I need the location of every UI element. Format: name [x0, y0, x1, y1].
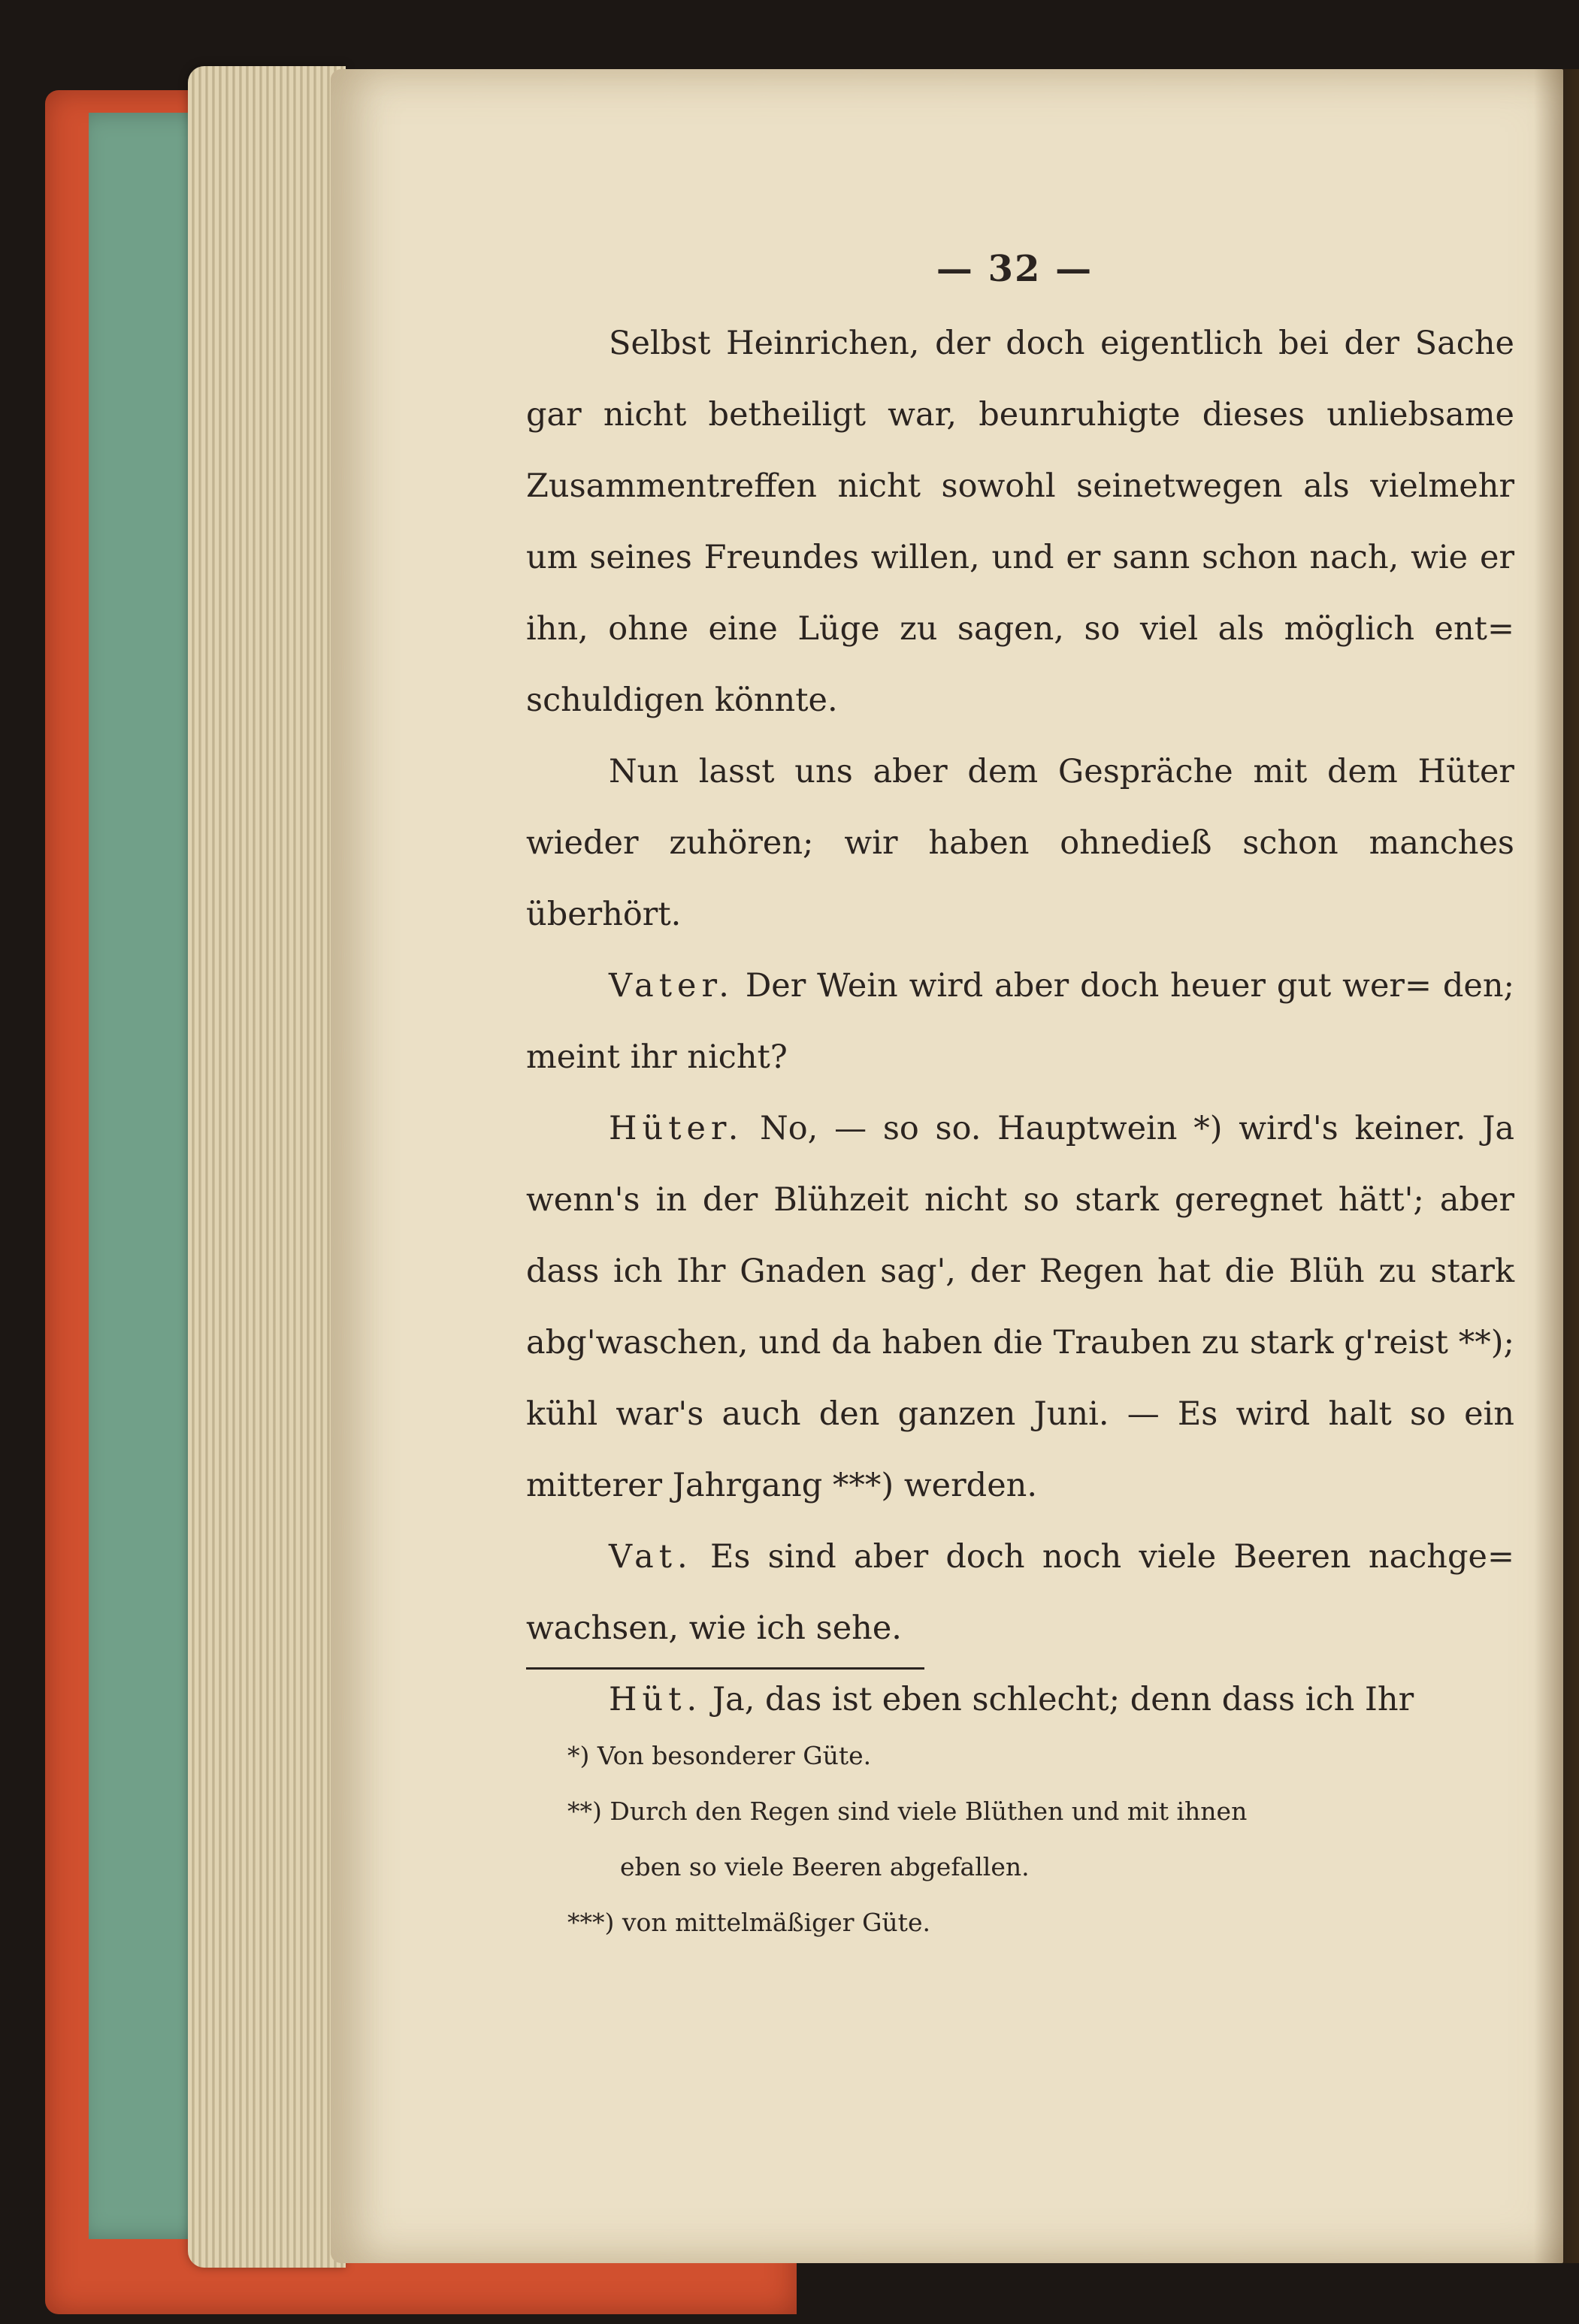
body-text [526, 308, 1514, 1736]
paragraph [526, 736, 1514, 950]
speaker-label: Hüter. [609, 1110, 744, 1147]
dialogue-paragraph [526, 1522, 1514, 1664]
paragraph-text: Es sind aber doch noch viele Beeren nachge= wachsen, wie ich sehe. [526, 1538, 1514, 1647]
paragraph [526, 308, 1514, 736]
paragraph-text: Der Wein wird aber doch heuer gut wer= den; meint ihr nicht? [526, 967, 1515, 1076]
footnote [567, 1895, 1507, 1951]
footnote-continuation: eben so viele Beeren abgefallen. [620, 1852, 1030, 1881]
footnote-rule [526, 1667, 924, 1670]
page-edges [188, 66, 346, 2268]
footnote-mark: *) [567, 1741, 590, 1770]
speaker-label: Hüt. [609, 1681, 703, 1718]
dialogue-paragraph [526, 1664, 1514, 1736]
footnote-text: Von besonderer Güte. [597, 1741, 872, 1770]
dialogue-paragraph [526, 950, 1514, 1093]
paragraph-text: Ja, das ist eben schlecht; denn dass ich Ihr [712, 1681, 1414, 1718]
footnote-text: Durch den Regen sind viele Blüthen und mit ihnen [610, 1797, 1248, 1826]
footnote [567, 1728, 1507, 1784]
page-gutter-shadow [1534, 69, 1579, 2263]
paragraph-text: Nun lasst uns aber dem Gespräche mit dem Hüter wieder zuhören; wir haben ohnedieß schon manches überhört. [526, 753, 1514, 933]
footnote-mark: **) [567, 1797, 602, 1826]
speaker-label: Vater. [609, 967, 734, 1005]
footnote-mark: ***) [567, 1908, 615, 1937]
paragraph-text: No, — so so. Hauptwein *) wird's keiner. Ja wenn's in der Blühzeit nicht so stark geregnet hätt'; aber dass ich Ihr Gnaden sag', der Regen hat die Blüh zu stark abg'waschen, und da haben die Trauben zu stark g'reist **); kühl war's auch den ganzen Juni. — Es wird halt so ein mitterer Jahrgang ***) werden. [526, 1110, 1515, 1504]
footnotes [567, 1728, 1507, 1951]
dialogue-paragraph [526, 1093, 1514, 1522]
paragraph-text: Selbst Heinrichen, der doch eigentlich bei der Sache gar nicht betheiligt war, beunruhigte dieses unliebsame Zusammentreffen nicht sowohl seinetwegen als vielmehr um seines Freundes willen, und er sann schon nach, wie er ihn, ohne eine Lüge zu sagen, so viel als möglich ent= schuldigen könnte. [526, 325, 1514, 719]
page-number: — 32 — [936, 248, 1094, 290]
footnote [567, 1784, 1507, 1895]
speaker-label: Vat. [609, 1538, 693, 1576]
footnote-text: von mittelmäßiger Güte. [622, 1908, 930, 1937]
